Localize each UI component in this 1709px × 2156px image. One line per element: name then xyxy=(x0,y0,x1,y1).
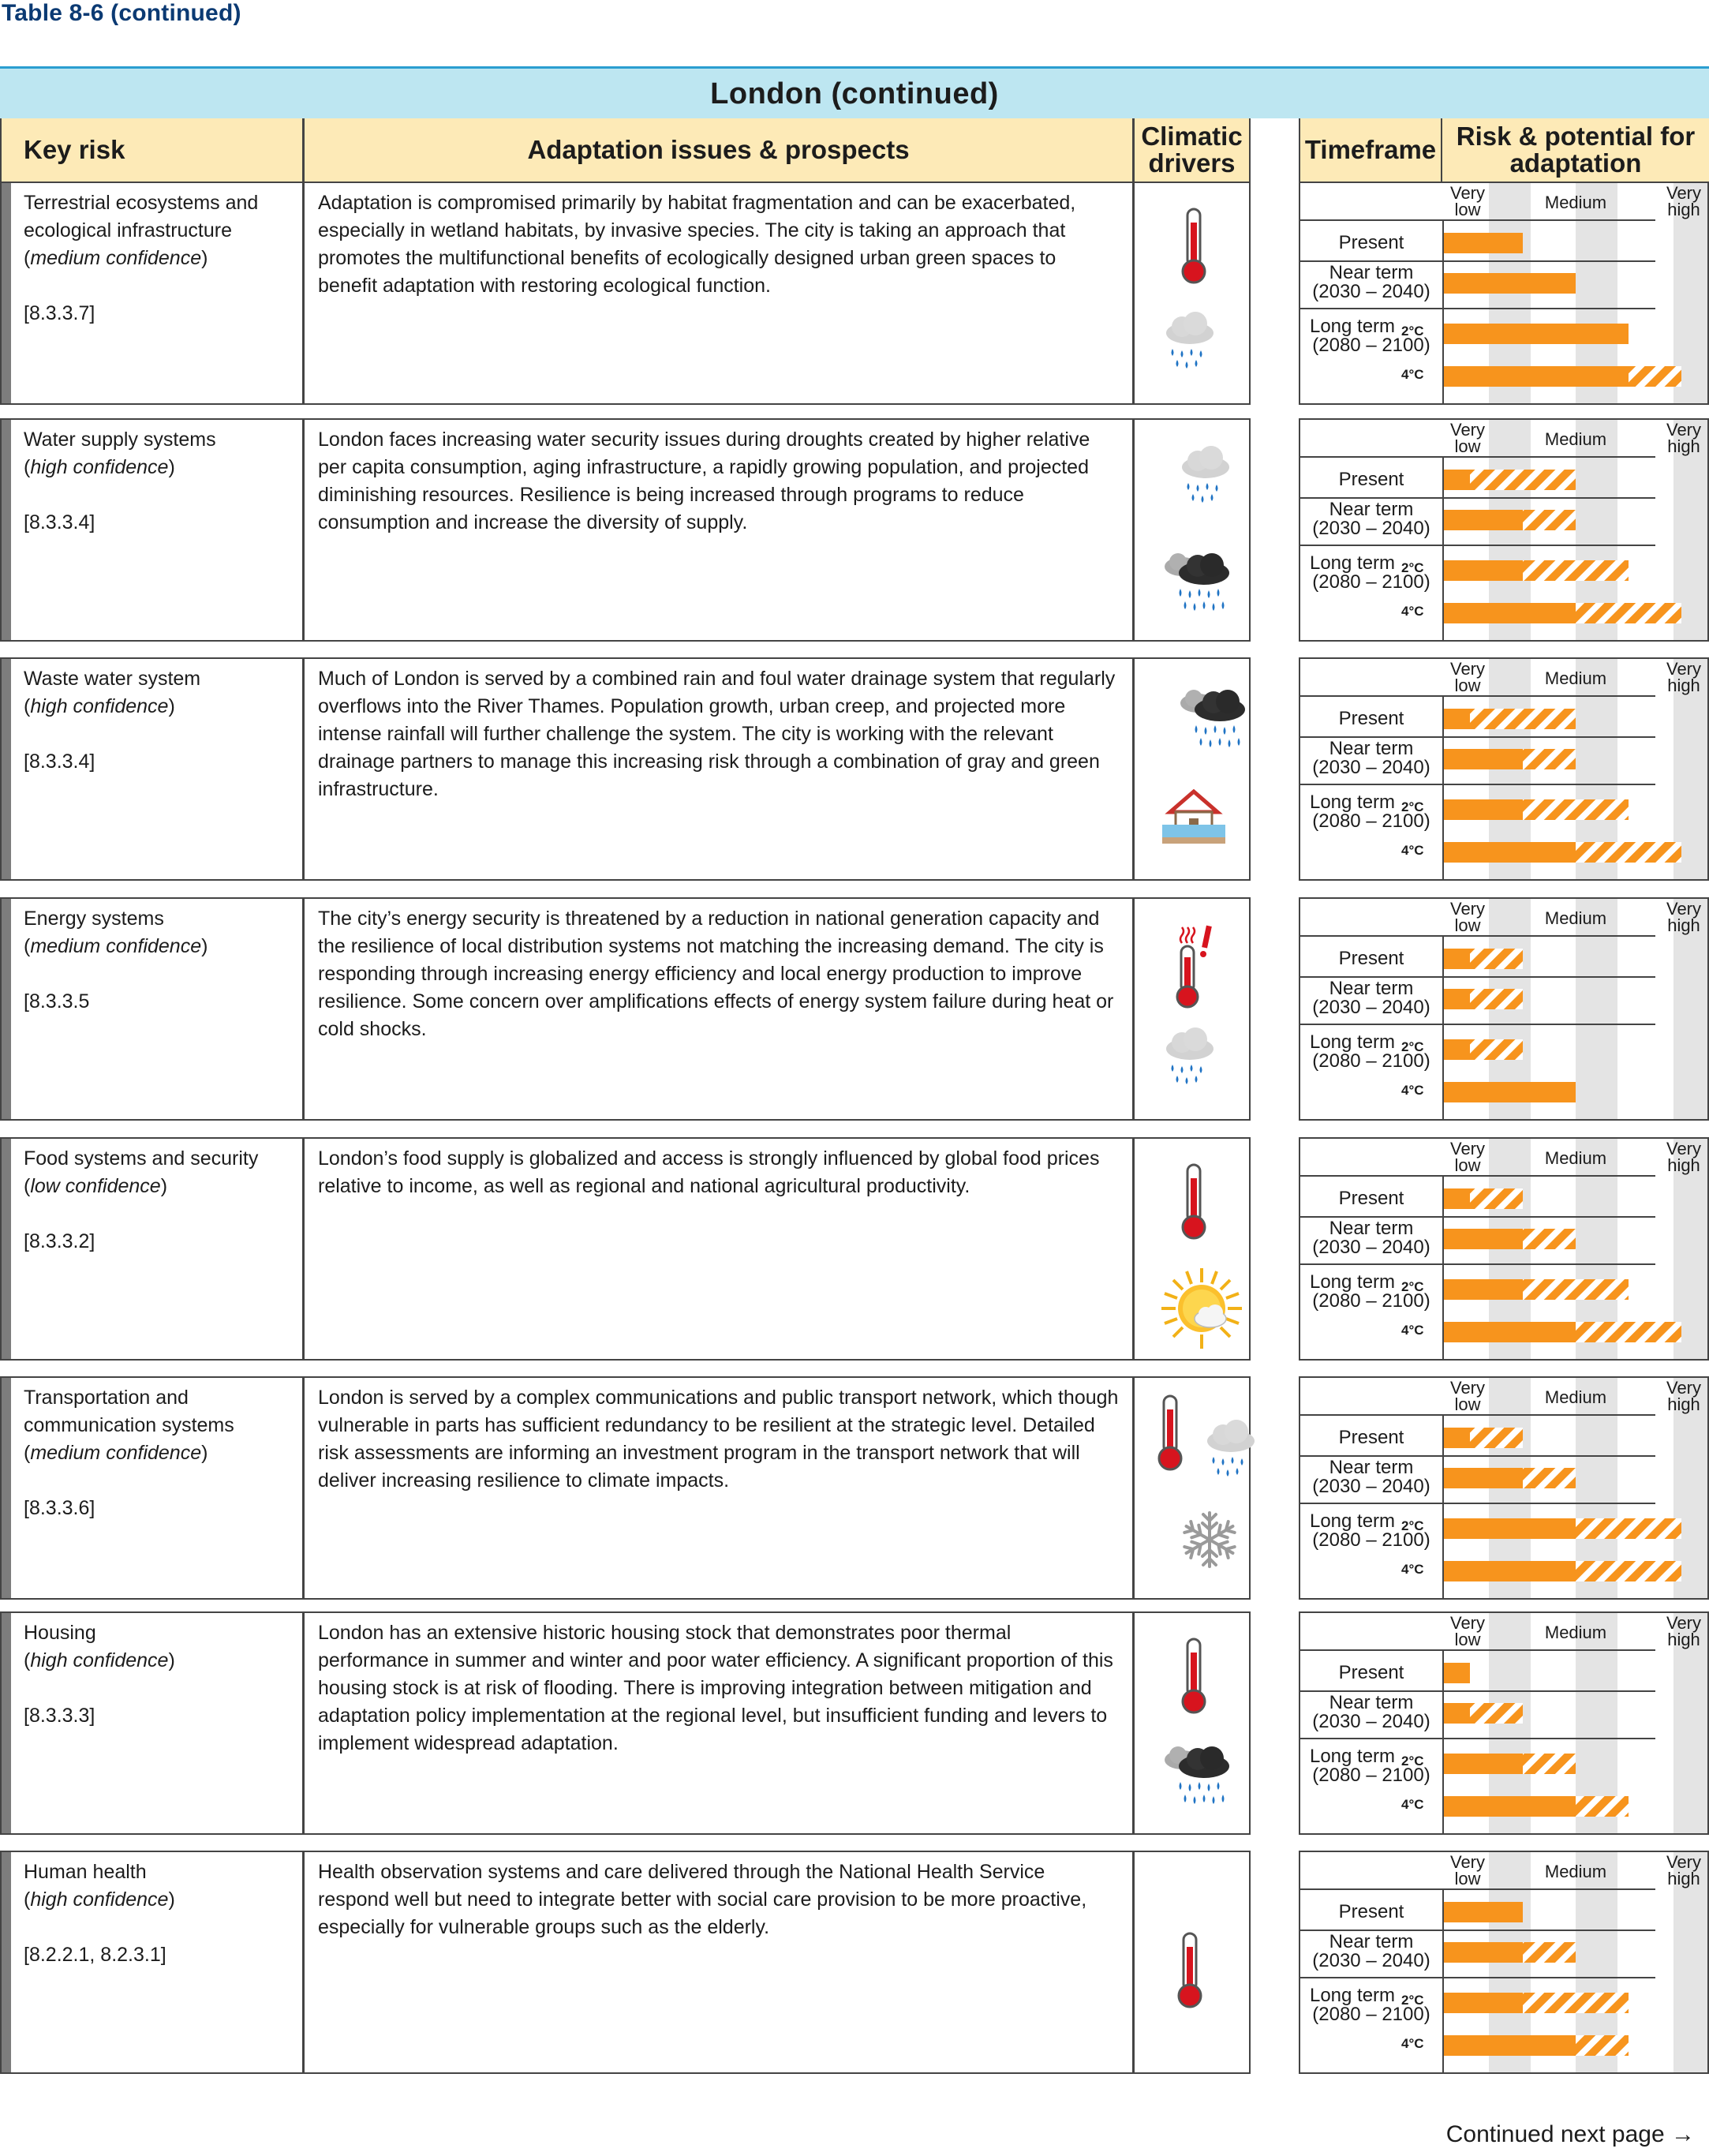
risk-bar-near xyxy=(1444,749,1707,769)
chapter-references: [8.3.3.4] xyxy=(24,750,95,773)
timeframe-near-years: (2030 – 2040) xyxy=(1312,757,1430,778)
risk-level-bar xyxy=(1444,1428,1470,1448)
timeframe-present: Present xyxy=(1338,1188,1404,1209)
risk-level-bar xyxy=(1444,273,1576,294)
scale-very-high: Very high xyxy=(1666,659,1702,695)
timeframe-near-years: (2030 – 2040) xyxy=(1312,1711,1430,1732)
continued-next-page: Continued next page → xyxy=(1445,2121,1695,2147)
adaptation-potential-bar xyxy=(1523,510,1576,530)
confidence-line: (medium confidence) xyxy=(24,935,208,957)
confidence-line: (high confidence) xyxy=(24,456,175,478)
key-risk-cell xyxy=(0,1611,304,1835)
table-label: Table 8-6 (continued) xyxy=(2,0,241,26)
key-risk-cell xyxy=(0,1137,304,1361)
grid-line xyxy=(1300,935,1655,937)
grid-line xyxy=(1300,1738,1655,1739)
header-risk-potential: Risk & potential for adaptation xyxy=(1441,118,1709,182)
scale-medium: Medium xyxy=(1544,1387,1607,1407)
confidence-line: (medium confidence) xyxy=(24,247,208,269)
grid-line xyxy=(1300,1649,1655,1651)
adaptation-potential-bar xyxy=(1576,1796,1629,1817)
scale-very-low: Very low xyxy=(1449,1139,1486,1175)
header-timeframe: Timeframe xyxy=(1299,118,1441,182)
grid-line xyxy=(1300,1977,1655,1978)
risk-bar-present xyxy=(1444,1902,1707,1922)
timeframe-near-years: (2030 – 2040) xyxy=(1312,997,1430,1018)
risk-bar-long4 xyxy=(1444,1796,1707,1817)
risk-bar-present xyxy=(1444,709,1707,729)
key-risk-cell xyxy=(0,657,304,881)
risk-level-bar xyxy=(1444,842,1576,863)
scale-very-high: Very high xyxy=(1666,183,1702,219)
timeframe-present: Present xyxy=(1338,708,1404,729)
table-row xyxy=(0,897,1709,1121)
timeframe-long: Long term xyxy=(1309,1271,1396,1293)
adaptation-potential-bar xyxy=(1470,989,1523,1009)
climatic-drivers-cell xyxy=(1133,1376,1251,1600)
scale-very-low: Very low xyxy=(1449,1378,1486,1414)
chapter-references: [8.3.3.4] xyxy=(24,511,95,533)
risk-bar-long2 xyxy=(1444,1754,1707,1774)
table-row xyxy=(0,1376,1709,1600)
risk-level-bar xyxy=(1444,989,1470,1009)
scale-medium: Medium xyxy=(1544,668,1607,688)
risk-name: Waste water system xyxy=(24,668,201,690)
scale-medium: Medium xyxy=(1544,193,1607,212)
risk-bar-long2 xyxy=(1444,1518,1707,1539)
risk-rating-panel xyxy=(1299,1137,1709,1361)
adaptation-issues-text: Adaptation is compromised primarily by habitat fragmentation and can be exacerbated, especially in wetland habitats, by invasive species. The city is taking an approach that promotes the multifunctional benefits of ecologically designed urban green spaces to benefit adaptation with restoring ecological function. xyxy=(303,182,1134,405)
risk-rating-panel xyxy=(1299,1376,1709,1600)
grid-line xyxy=(1300,456,1655,458)
adaptation-potential-bar xyxy=(1470,1428,1523,1448)
scale-very-low: Very low xyxy=(1449,899,1486,935)
risk-bar-near xyxy=(1444,510,1707,530)
risk-bar-long2 xyxy=(1444,324,1707,344)
deg-2c: 2°C xyxy=(1401,799,1424,814)
risk-level-bar xyxy=(1444,1796,1576,1817)
timeframe-long-years: (2080 – 2100) xyxy=(1312,1765,1430,1786)
climatic-drivers-cell xyxy=(1133,418,1251,642)
table-row xyxy=(0,182,1709,405)
risk-name: Terrestrial ecosystems and ecological infrastructure xyxy=(24,192,259,241)
scale-very-high: Very high xyxy=(1666,420,1702,456)
scale-very-high: Very high xyxy=(1666,1378,1702,1414)
deg-4c: 4°C xyxy=(1401,1797,1424,1812)
scale-medium: Medium xyxy=(1544,1862,1607,1881)
scale-very-low: Very low xyxy=(1449,1852,1486,1888)
snowflake-icon xyxy=(1178,1508,1241,1575)
thermometer-icon xyxy=(1174,1637,1214,1720)
risk-bar-near xyxy=(1444,1229,1707,1249)
chapter-references: [8.3.3.5 xyxy=(24,990,90,1012)
rain-cloud-icon xyxy=(1199,1417,1262,1484)
confidence-level: high confidence xyxy=(30,1888,169,1911)
scale-very-low: Very low xyxy=(1449,183,1486,219)
risk-bar-present xyxy=(1444,1428,1707,1448)
scale-medium: Medium xyxy=(1544,429,1607,449)
adaptation-issues-text: London is served by a complex communications and public transport network, which though vulnerable in parts has sufficient redundancy to be resilient at the strategic level. Detailed risk assessments are informing an investment program in the transport network that will deliver increasing resilience to climate impacts. xyxy=(303,1376,1134,1600)
risk-name: Water supply systems xyxy=(24,429,216,451)
adaptation-potential-bar xyxy=(1470,949,1523,969)
deg-4c: 4°C xyxy=(1401,1083,1424,1098)
risk-level-bar xyxy=(1444,1754,1523,1774)
risk-rating-panel xyxy=(1299,657,1709,881)
timeframe-present: Present xyxy=(1338,1427,1404,1448)
deg-2c: 2°C xyxy=(1401,1993,1424,2008)
risk-level-bar xyxy=(1444,1942,1523,1963)
risk-level-bar xyxy=(1444,749,1523,769)
chapter-references: [8.3.3.2] xyxy=(24,1230,95,1252)
heavy-rain-cloud-icon xyxy=(1174,683,1253,758)
timeframe-near: Near term xyxy=(1329,1457,1414,1478)
timeframe-long-years: (2080 – 2100) xyxy=(1312,1050,1430,1072)
heavy-rain-cloud-icon xyxy=(1158,546,1237,621)
grid-line xyxy=(1300,695,1655,697)
confidence-line: (high confidence) xyxy=(24,1888,175,1911)
deg-4c: 4°C xyxy=(1401,1323,1424,1338)
risk-bar-long4 xyxy=(1444,1561,1707,1581)
timeframe-near-years: (2030 – 2040) xyxy=(1312,1476,1430,1497)
extreme-heat-icon xyxy=(1174,923,1221,1013)
adaptation-potential-bar xyxy=(1576,1322,1681,1342)
rain-cloud-icon xyxy=(1158,1025,1221,1092)
confidence-level: high confidence xyxy=(30,456,169,478)
timeframe-long: Long term xyxy=(1309,1510,1396,1532)
table-row xyxy=(0,418,1709,642)
risk-bar-near xyxy=(1444,1468,1707,1488)
timeframe-long-years: (2080 – 2100) xyxy=(1312,571,1430,593)
deg-4c: 4°C xyxy=(1401,2036,1424,2051)
risk-bar-long2 xyxy=(1444,1993,1707,2013)
adaptation-potential-bar xyxy=(1576,603,1681,623)
timeframe-near: Near term xyxy=(1329,738,1414,759)
timeframe-long-years: (2080 – 2100) xyxy=(1312,810,1430,832)
risk-level-bar xyxy=(1444,1993,1523,2013)
climatic-drivers-cell xyxy=(1133,897,1251,1121)
timeframe-long-years: (2080 – 2100) xyxy=(1312,1290,1430,1312)
adaptation-potential-bar xyxy=(1523,1942,1576,1963)
thermometer-icon xyxy=(1174,207,1214,290)
risk-level-bar xyxy=(1444,2035,1576,2056)
deg-2c: 2°C xyxy=(1401,1279,1424,1294)
grid-line xyxy=(1300,545,1655,546)
risk-level-bar xyxy=(1444,949,1470,969)
adaptation-potential-bar xyxy=(1470,470,1576,490)
grid-line xyxy=(1300,784,1655,785)
risk-bar-long2 xyxy=(1444,1279,1707,1300)
risk-name: Energy systems xyxy=(24,908,164,930)
timeframe-present: Present xyxy=(1338,232,1404,253)
risk-level-bar xyxy=(1444,470,1470,490)
risk-bar-long4 xyxy=(1444,1082,1707,1102)
adaptation-potential-bar xyxy=(1629,366,1681,387)
scale-very-low: Very low xyxy=(1449,659,1486,695)
deg-4c: 4°C xyxy=(1401,604,1424,619)
deg-2c: 2°C xyxy=(1401,1518,1424,1533)
risk-level-bar xyxy=(1444,1322,1576,1342)
table-row xyxy=(0,1137,1709,1361)
risk-bar-long4 xyxy=(1444,842,1707,863)
timeframe-near-years: (2030 – 2040) xyxy=(1312,281,1430,302)
header-issues: Adaptation issues & prospects xyxy=(303,118,1134,182)
climatic-drivers-cell xyxy=(1133,1611,1251,1835)
deg-2c: 2°C xyxy=(1401,560,1424,575)
risk-bar-present xyxy=(1444,233,1707,253)
adaptation-potential-bar xyxy=(1523,749,1576,769)
grid-line xyxy=(1300,308,1655,309)
timeframe-long: Long term xyxy=(1309,552,1396,574)
rain-cloud-icon xyxy=(1174,444,1237,511)
timeframe-near: Near term xyxy=(1329,499,1414,520)
risk-level-bar xyxy=(1444,1279,1523,1300)
table-row xyxy=(0,1851,1709,2074)
risk-bar-long2 xyxy=(1444,1039,1707,1060)
scale-medium: Medium xyxy=(1544,908,1607,928)
grid-line xyxy=(1300,1888,1655,1890)
timeframe-near-years: (2030 – 2040) xyxy=(1312,518,1430,539)
risk-rating-panel xyxy=(1299,897,1709,1121)
adaptation-issues-text: London faces increasing water security issues during droughts created by higher relative per capita consumption, aging infrastructure, a rapidly growing population, and projected diminishing resources. Resilience is being increased through programs to reduce consumption and increase the diversity of supply. xyxy=(303,418,1134,642)
climatic-drivers-cell xyxy=(1133,182,1251,405)
chapter-references: [8.3.3.7] xyxy=(24,302,95,324)
risk-bar-long4 xyxy=(1444,366,1707,387)
climatic-drivers-cell xyxy=(1133,1851,1251,2074)
risk-level-bar xyxy=(1444,799,1523,820)
thermometer-icon xyxy=(1170,1931,1210,2014)
scale-medium: Medium xyxy=(1544,1148,1607,1168)
confidence-line: (medium confidence) xyxy=(24,1442,208,1464)
table-row xyxy=(0,657,1709,881)
climatic-drivers-cell xyxy=(1133,657,1251,881)
risk-level-bar xyxy=(1444,1229,1523,1249)
adaptation-potential-bar xyxy=(1470,709,1576,729)
risk-name: Transportation and communication systems xyxy=(24,1387,234,1436)
risk-bar-near xyxy=(1444,273,1707,294)
risk-bar-long2 xyxy=(1444,560,1707,581)
grid-line xyxy=(1300,1503,1655,1504)
adaptation-potential-bar xyxy=(1470,1188,1523,1209)
chapter-references: [8.3.3.3] xyxy=(24,1705,95,1727)
chapter-references: [8.3.3.6] xyxy=(24,1497,95,1519)
risk-bar-present xyxy=(1444,470,1707,490)
grid-line xyxy=(1300,1024,1655,1025)
risk-bar-near xyxy=(1444,1703,1707,1724)
grid-line xyxy=(1300,1414,1655,1416)
key-risk-cell xyxy=(0,897,304,1121)
adaptation-potential-bar xyxy=(1576,842,1681,863)
adaptation-potential-bar xyxy=(1576,1561,1681,1581)
deg-2c: 2°C xyxy=(1401,1039,1424,1054)
scale-medium: Medium xyxy=(1544,1623,1607,1642)
risk-bar-present xyxy=(1444,1188,1707,1209)
rain-cloud-icon xyxy=(1158,309,1221,376)
risk-bar-near xyxy=(1444,989,1707,1009)
timeframe-near: Near term xyxy=(1329,262,1414,283)
adaptation-potential-bar xyxy=(1523,1993,1629,2013)
confidence-level: low confidence xyxy=(30,1175,161,1197)
confidence-level: medium confidence xyxy=(30,935,202,957)
scale-very-high: Very high xyxy=(1666,1852,1702,1888)
climatic-drivers-cell xyxy=(1133,1137,1251,1361)
timeframe-long-years: (2080 – 2100) xyxy=(1312,1529,1430,1551)
risk-rating-panel xyxy=(1299,418,1709,642)
header-drivers: Climatic drivers xyxy=(1133,118,1251,182)
timeframe-long-years: (2080 – 2100) xyxy=(1312,335,1430,356)
timeframe-near: Near term xyxy=(1329,1931,1414,1952)
adaptation-potential-bar xyxy=(1523,1754,1576,1774)
timeframe-long: Long term xyxy=(1309,1746,1396,1767)
timeframe-long: Long term xyxy=(1309,1985,1396,2006)
deg-4c: 4°C xyxy=(1401,1562,1424,1577)
risk-level-bar xyxy=(1444,510,1523,530)
risk-bar-near xyxy=(1444,1942,1707,1963)
adaptation-potential-bar xyxy=(1523,560,1629,581)
flooded-house-icon xyxy=(1158,785,1229,852)
risk-level-bar xyxy=(1444,1082,1576,1102)
risk-level-bar xyxy=(1444,1039,1470,1060)
risk-level-bar xyxy=(1444,709,1470,729)
adaptation-potential-bar xyxy=(1470,1703,1523,1724)
table-row xyxy=(0,1611,1709,1835)
adaptation-issues-text: The city’s energy security is threatened by a reduction in national generation capacity and the resilience of local distribution systems not matching the increasing demand. The city is responding through increasing energy efficiency and local energy production to improve resilience. Some concern over amplifications effects of energy system failure during heat or cold shocks. xyxy=(303,897,1134,1121)
confidence-line: (high confidence) xyxy=(24,695,175,717)
risk-level-bar xyxy=(1444,233,1523,253)
risk-level-bar xyxy=(1444,1902,1523,1922)
risk-name: Human health xyxy=(24,1861,147,1883)
timeframe-long: Long term xyxy=(1309,316,1396,337)
risk-bar-long4 xyxy=(1444,603,1707,623)
key-risk-cell xyxy=(0,1851,304,2074)
confidence-level: high confidence xyxy=(30,695,169,717)
drought-sun-icon xyxy=(1158,1265,1245,1356)
thermometer-icon xyxy=(1174,1162,1214,1245)
deg-2c: 2°C xyxy=(1401,1754,1424,1769)
risk-level-bar xyxy=(1444,1561,1576,1581)
timeframe-present: Present xyxy=(1338,469,1404,490)
adaptation-potential-bar xyxy=(1523,1229,1576,1249)
key-risk-cell xyxy=(0,418,304,642)
risk-name: Food systems and security xyxy=(24,1147,259,1170)
key-risk-cell xyxy=(0,1376,304,1600)
adaptation-potential-bar xyxy=(1523,799,1629,820)
grid-line xyxy=(1300,1263,1655,1265)
risk-level-bar xyxy=(1444,1703,1470,1724)
adaptation-potential-bar xyxy=(1470,1039,1523,1060)
confidence-level: medium confidence xyxy=(30,247,202,269)
confidence-line: (low confidence) xyxy=(24,1175,168,1197)
confidence-level: high confidence xyxy=(30,1649,169,1671)
key-risk-cell xyxy=(0,182,304,405)
risk-level-bar xyxy=(1444,1468,1523,1488)
risk-rating-panel xyxy=(1299,1611,1709,1835)
scale-very-high: Very high xyxy=(1666,899,1702,935)
adaptation-potential-bar xyxy=(1523,1279,1629,1300)
adaptation-issues-text: London’s food supply is globalized and access is strongly influenced by global food prices relative to income, as well as regional and national agricultural productivity. xyxy=(303,1137,1134,1361)
timeframe-near-years: (2030 – 2040) xyxy=(1312,1950,1430,1971)
grid-line xyxy=(1300,1175,1655,1177)
heavy-rain-cloud-icon xyxy=(1158,1739,1237,1814)
deg-4c: 4°C xyxy=(1401,367,1424,382)
risk-level-bar xyxy=(1444,324,1629,344)
risk-rating-panel xyxy=(1299,182,1709,405)
timeframe-long-years: (2080 – 2100) xyxy=(1312,2004,1430,2025)
risk-level-bar xyxy=(1444,560,1523,581)
risk-name: Housing xyxy=(24,1622,96,1644)
risk-level-bar xyxy=(1444,1188,1470,1209)
adaptation-issues-text: London has an extensive historic housing stock that demonstrates poor thermal performance in summer and winter and poor water efficiency. A significant proportion of this housing stock is at risk of flooding. There is improving integration between mitigation and adaptation policy implementation at the regional level, but insufficient funding and levers to implement widespread adaptation. xyxy=(303,1611,1134,1835)
scale-very-low: Very low xyxy=(1449,1613,1486,1649)
timeframe-long: Long term xyxy=(1309,1031,1396,1053)
chapter-references: [8.2.2.1, 8.2.3.1] xyxy=(24,1944,166,1966)
risk-bar-long4 xyxy=(1444,1322,1707,1342)
header-key-risk: Key risk xyxy=(0,118,304,182)
adaptation-potential-bar xyxy=(1576,1518,1681,1539)
timeframe-near: Near term xyxy=(1329,1692,1414,1713)
scale-very-high: Very high xyxy=(1666,1613,1702,1649)
deg-2c: 2°C xyxy=(1401,324,1424,339)
timeframe-long: Long term xyxy=(1309,792,1396,813)
confidence-level: medium confidence xyxy=(30,1442,202,1464)
timeframe-near-years: (2030 – 2040) xyxy=(1312,1237,1430,1258)
timeframe-near: Near term xyxy=(1329,978,1414,999)
risk-level-bar xyxy=(1444,366,1629,387)
risk-level-bar xyxy=(1444,1663,1470,1683)
timeframe-present: Present xyxy=(1338,1901,1404,1922)
risk-level-bar xyxy=(1444,1518,1576,1539)
risk-bar-present xyxy=(1444,949,1707,969)
risk-level-bar xyxy=(1444,603,1576,623)
risk-rating-panel xyxy=(1299,1851,1709,2074)
grid-line xyxy=(1300,219,1655,221)
adaptation-potential-bar xyxy=(1576,2035,1629,2056)
scale-very-low: Very low xyxy=(1449,420,1486,456)
thermometer-icon xyxy=(1150,1394,1190,1477)
timeframe-near: Near term xyxy=(1329,1218,1414,1239)
adaptation-issues-text: Much of London is served by a combined rain and foul water drainage system that regularly overflows into the River Thames. Population growth, urban creep, and projected more intense rainfall will further challenge the system. The city is working with the relevant drainage partners to manage this increasing risk through a combination of gray and green infrastructure. xyxy=(303,657,1134,881)
adaptation-issues-text: Health observation systems and care delivered through the National Health Service respond well but need to integrate better with social care provision to be more proactive, especially for vulnerable groups such as the elderly. xyxy=(303,1851,1134,2074)
deg-4c: 4°C xyxy=(1401,843,1424,858)
adaptation-potential-bar xyxy=(1523,1468,1576,1488)
timeframe-present: Present xyxy=(1338,1662,1404,1683)
risk-bar-long4 xyxy=(1444,2035,1707,2056)
risk-bar-long2 xyxy=(1444,799,1707,820)
confidence-line: (high confidence) xyxy=(24,1649,175,1671)
risk-bar-present xyxy=(1444,1663,1707,1683)
timeframe-present: Present xyxy=(1338,948,1404,969)
city-title: London (continued) xyxy=(0,66,1709,118)
scale-very-high: Very high xyxy=(1666,1139,1702,1175)
